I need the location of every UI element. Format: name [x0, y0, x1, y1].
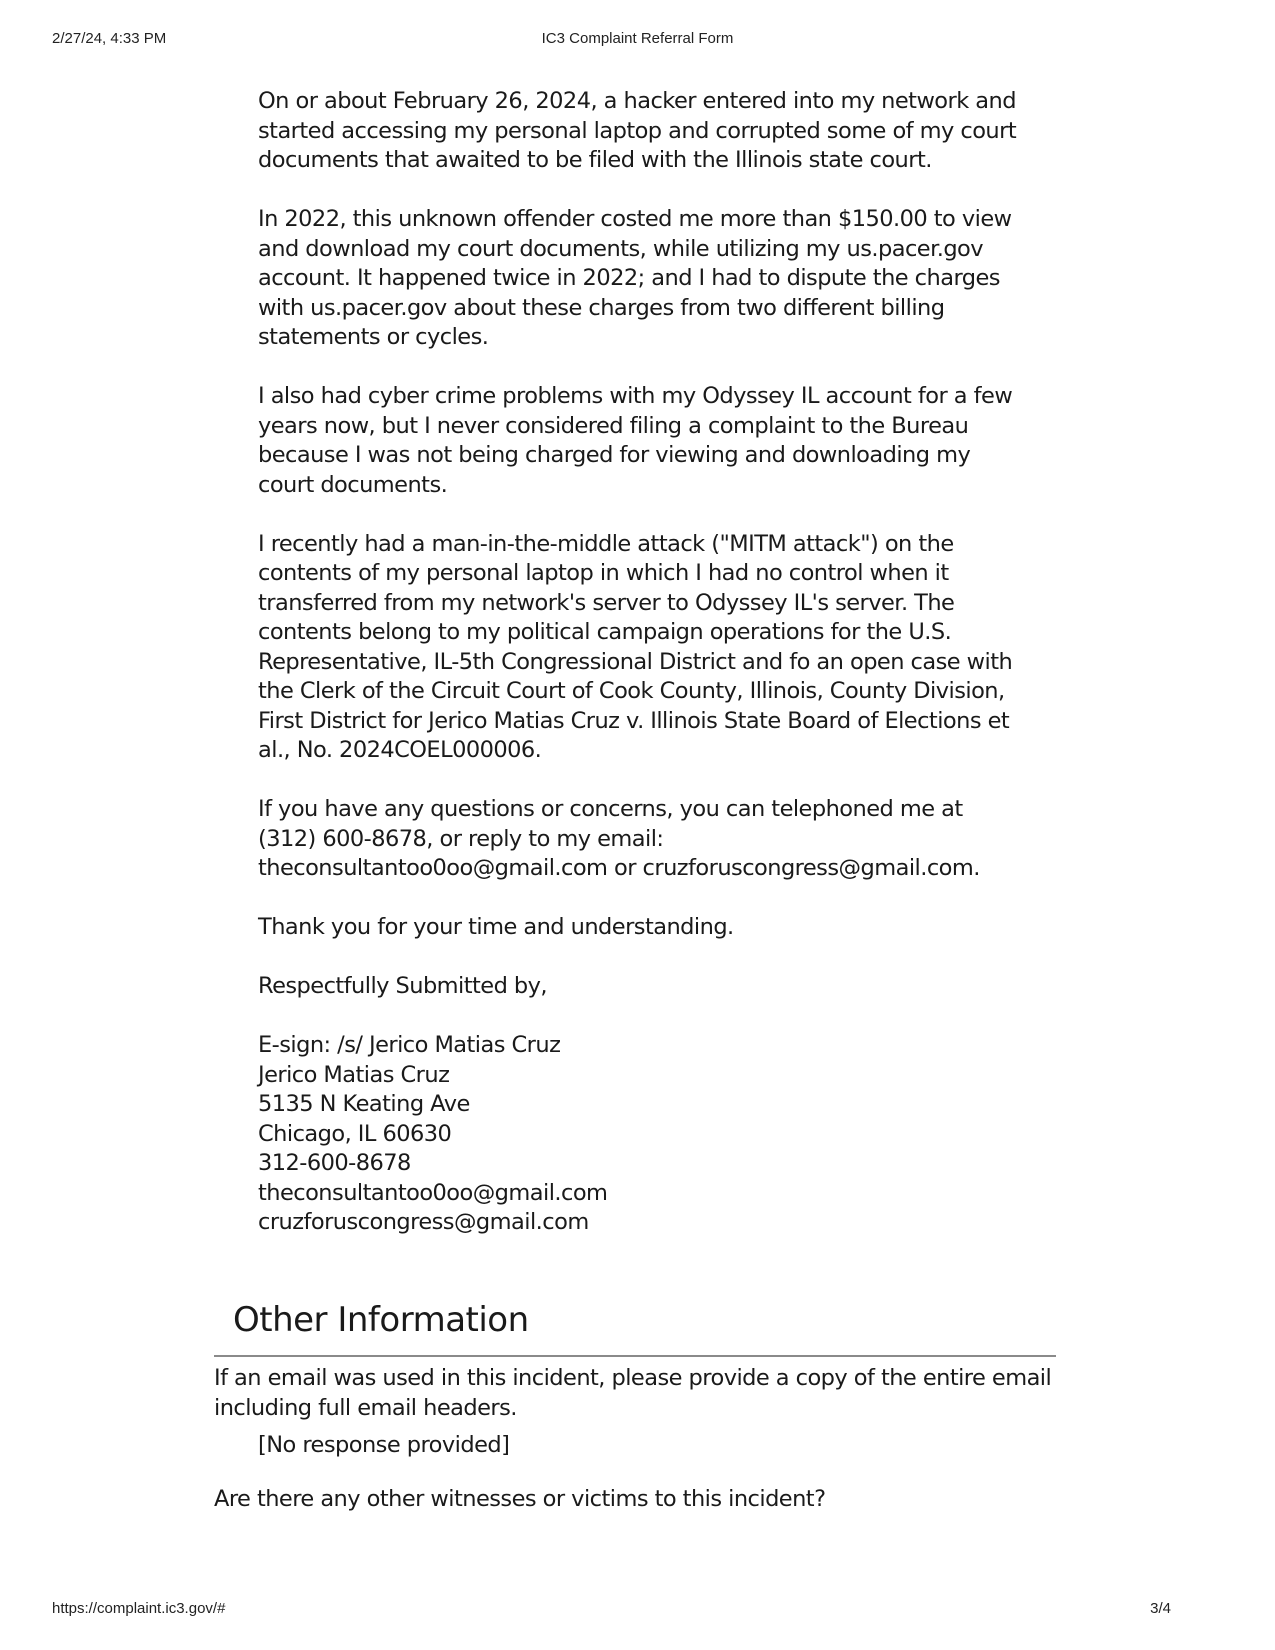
question-email-used: If an email was used in this incident, please provide a copy of the entire email including full email headers.: [214, 1365, 1052, 1421]
signature-phone: 312-600-8678: [258, 1150, 411, 1176]
section-title-other-information: Other Information: [233, 1300, 529, 1340]
answer-email-used: [No response provided]: [258, 1432, 510, 1458]
print-page-title: IC3 Complaint Referral Form: [541, 30, 734, 47]
print-url: https://complaint.ic3.gov/#: [52, 1600, 226, 1617]
narrative-paragraph: If you have any questions or concerns, you can telephoned me at (312) 600-8678, or reply to my email: theconsultantoo0oo@gmail.com or cruzforuscongress@gmail.com.: [258, 796, 980, 881]
signature-email: theconsultantoo0oo@gmail.com: [258, 1179, 608, 1206]
print-page-number: 3/4: [1150, 1600, 1171, 1617]
print-footer: [52, 1600, 1223, 1620]
print-header: [52, 30, 1223, 50]
narrative-paragraph: I also had cyber crime problems with my Odyssey IL account for a few years now, but I never considered filing a complaint to the Bureau because I was not being charged for viewing and downloading my court documents.: [258, 383, 1013, 498]
print-datetime: 2/27/24, 4:33 PM: [52, 30, 167, 47]
signature-email: cruzforuscongress@gmail.com: [258, 1209, 589, 1235]
signature-name: Jerico Matias Cruz: [258, 1061, 450, 1088]
narrative-paragraph: Thank you for your time and understanding.: [258, 914, 734, 940]
section-divider: [214, 1355, 1056, 1357]
complaint-narrative: [258, 87, 1058, 1238]
narrative-paragraph: In 2022, this unknown offender costed me more than $150.00 to view and download my court documents, while utilizing my us.pacer.gov account. It happened twice in 2022; and I had to dispute the charges with us.pacer.gov about these charges from two different billing statements or cycles.: [258, 206, 1012, 350]
signature-line: E-sign: /s/ Jerico Matias Cruz: [258, 1032, 561, 1058]
signature-city: Chicago, IL 60630: [258, 1120, 452, 1147]
question-witnesses: Are there any other witnesses or victims to this incident?: [214, 1486, 826, 1512]
narrative-paragraph: On or about February 26, 2024, a hacker entered into my network and started accessing my personal laptop and corrupted some of my court documents that awaited to be filed with the Illinois state court.: [258, 88, 1017, 173]
narrative-paragraph: Respectfully Submitted by,: [258, 973, 548, 999]
signature-street: 5135 N Keating Ave: [258, 1091, 470, 1117]
signature-block: [258, 1031, 1058, 1238]
narrative-paragraph: I recently had a man-in-the-middle attack ("MITM attack") on the contents of my personal laptop in which I had no control when it transferred from my network's server to Odyssey IL's server. The contents belong to my political campaign operations for the U.S. Representative, IL-5th Congressional District and fo an open case with the Clerk of the Circuit Court of Cook County, Illinois, County Division, First District for Jerico Matias Cruz v. Illinois State Board of Elections et al., No. 2024COEL000006.: [258, 530, 1013, 763]
